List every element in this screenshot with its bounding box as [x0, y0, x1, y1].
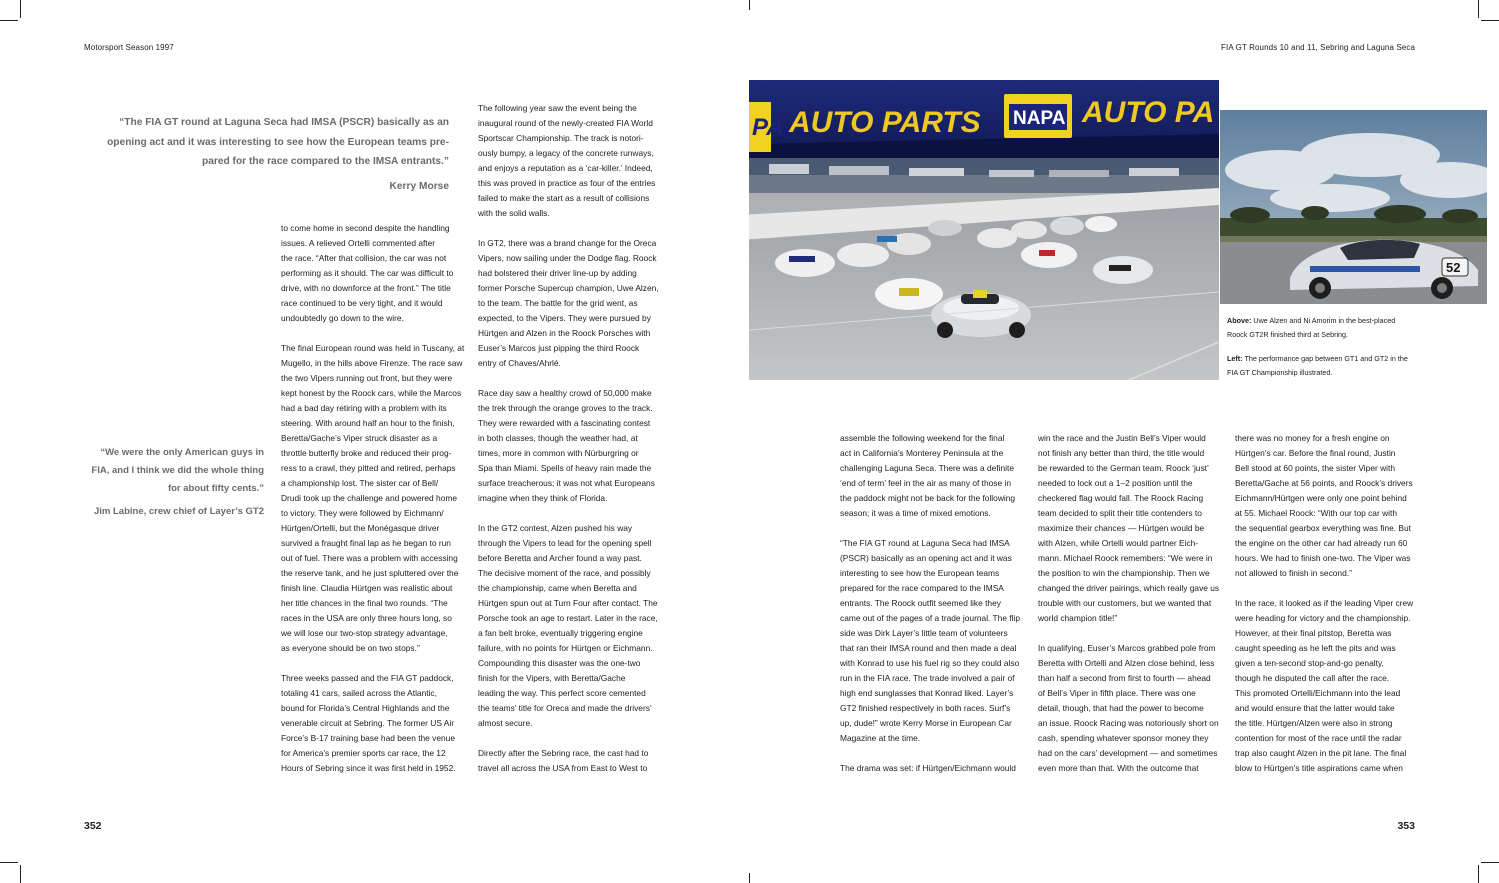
- paragraph: there was no money for a fresh engine on Hürtgen’s car. Before the final round, Justin Bell stood at 60 points, the sister Viper with Beretta/Gache at 56 points, and Roock’s drivers Eichmann/Hürtgen were only one point behind at 55. Michael Roock: “With our top car with the sequential gearbox everything was fine. But the engine on the other car had already run 60 hours. We had to finish one-two. The Viper was not allowed to finish in second.”: [1235, 433, 1413, 578]
- paragraph: win the race and the Justin Bell’s Viper would not finish any better than third, the title would be rewarded to the German team. Roock ‘just’ needed to lock out a 1–2 position until the checkered flag would fall. The Roock Racing team decided to split their title contenders to maximize their chances — Hürtgen would be with Alzen, while Ortelli would partner Eich- mann. Michael Roock remembers: “We were in the position to win the championship. Then we changed the driver pairings, which really gave us trouble with our customers, but we wanted that world champion title!”: [1038, 433, 1220, 623]
- crop-mark: [1478, 0, 1479, 18]
- caption-text: Uwe Alzen and Ni Amorim in the best-placed Roock GT2R finished third at Sebring.: [1227, 316, 1396, 339]
- crop-mark: [20, 0, 21, 18]
- pull-quote-attribution: Kerry Morse: [389, 180, 449, 192]
- race-start-photo-illustration: [749, 80, 1219, 380]
- banner-text: AUTO PA: [1082, 96, 1215, 129]
- pull-quote-text: “We were the only American guys in FIA, and I think we did the whole thing for about fifty cents.”: [91, 447, 264, 494]
- crop-mark: [20, 865, 21, 883]
- banner-text: PA: [752, 114, 784, 141]
- paragraph: assemble the following weekend for the final act in California’s Monterey Peninsula at the challenging Laguna Seca. There was a definite ‘end of term’ feel in the air as many of those in the paddock might not be back for the following season; it was a time of mixed emotions.: [840, 433, 1016, 518]
- page-number-left: 352: [84, 820, 102, 832]
- paragraph: to come home in second despite the handling issues. A relieved Ortelli commented after the race. “After that collision, the car was not performing as it should. The car was difficult to drive, with no downforce at the front.” The title race continued to be very tight, and it would undoubtedly go down to the wire.: [281, 223, 454, 323]
- running-head-right: FIA GT Rounds 10 and 11, Sebring and Laguna Seca: [1221, 43, 1415, 52]
- paragraph: In qualifying, Euser’s Marcos grabbed pole from Beretta with Ortelli and Alzen close behind, less than half a second from first to fourth — ahead of Bell’s Viper in fifth place. There was one detail, though, that had the power to become an issue. Roock Racing was notoriously short on cash, spending whatever sponsor money they had on the cars’ development — and sometimes even more than that. With the outcome that: [1038, 643, 1219, 773]
- paragraph: Directly after the Sebring race, the cast had to travel all across the USA from East to West to: [478, 748, 649, 773]
- text-column: [1235, 431, 1427, 776]
- crop-mark: [1478, 865, 1479, 883]
- paragraph: Three weeks passed and the FIA GT paddock, totaling 41 cars, sailed across the Atlantic, bound for Florida’s Central Highlands and the venerable circuit at Sebring. The former US Air Force’s B-17 training base had been the venue for America’s premier sports car race, the 12 Hours of Sebring since it was first held in 1952.: [281, 673, 456, 773]
- crop-mark: [0, 20, 18, 21]
- banner-text: NAPA: [1013, 108, 1066, 129]
- pull-quote-jim-labine: [70, 444, 264, 521]
- porsche-gt2-photo: [1220, 110, 1487, 304]
- paragraph: In the race, it looked as if the leading Viper crew were heading for victory and the championship. However, at their final pitstop, Beretta was caught speeding as he left the pits and was given a ten-second stop-and-go penalty, though he disputed the call after the race. This promoted Ortelli/Eichmann into the lead and would ensure that the latter would take the title. Hürtgen/Alzen were also in strong contention for most of the race until the radar trap also caught Alzen in the pit lane. The final blow to Hürtgen’s title aspirations came when: [1235, 598, 1414, 773]
- race-start-photo: [749, 80, 1219, 380]
- porsche-gt2-photo-illustration: [1220, 110, 1487, 304]
- caption-label: Left:: [1227, 354, 1243, 363]
- paragraph: The final European round was held in Tuscany, at Mugello, in the hills above Firenze. The race saw the two Vipers running out front, but they were kept honest by the Roock cars, while the Marcos had a bad day retiring with a problem with its steering. With around half an hour to the finish, Beretta/Gache’s Viper struck disaster as a throttle butterfly broke and reduced their prog- ress to a crawl, they pitted and retired, perhaps a championship lost. The sister car of Bell/ Drudi took up the challenge and powered home to victory. They were followed by Eichmann/ Hürtgen/Ortelli, but the Monégasque driver survived a fraught final lap as he began to run out of fuel. There was a problem with accessing the reserve tank, and he just spluttered over the finish line. Claudia Hürtgen was realistic about her title chances in the final two rounds. “The races in the USA are only three hours long, so we will lose our two-stop strategy advantage, as everyone should be on two stops.”: [281, 343, 465, 653]
- pull-quote-kerry-morse: [100, 113, 449, 196]
- text-column: [840, 431, 1030, 776]
- car-number: 52: [1446, 260, 1461, 275]
- crop-mark: [0, 862, 18, 863]
- running-head-left: Motorsport Season 1997: [84, 43, 174, 52]
- banner-text: AUTO PARTS: [789, 106, 981, 139]
- text-column: [478, 101, 668, 776]
- photo-caption-left: [1227, 352, 1457, 379]
- text-column: [1038, 431, 1228, 776]
- crop-mark: [749, 0, 750, 10]
- photo-caption-above: [1227, 314, 1457, 341]
- crop-mark: [1481, 20, 1499, 21]
- caption-label: Above:: [1227, 316, 1252, 325]
- paragraph: Race day saw a healthy crowd of 50,000 make the trek through the orange groves to the track. They were rewarded with a fascinating contest in both classes, though the weather had, at times, more in common with Nürburgring or Spa than Miami. Spells of heavy rain made the surface treacherous; it was not what Europeans imagine when they think of Florida.: [478, 388, 655, 503]
- pull-quote-text: “The FIA GT round at Laguna Seca had IMSA (PSCR) basically as an opening act and it was interesting to see how the European teams pre- pared for the race compared to the IMSA entrants.”: [107, 117, 449, 167]
- page-number-right: 353: [1397, 820, 1415, 832]
- paragraph: The following year saw the event being the inaugural round of the newly-created FIA World Sportscar Championship. The track is notori- ously bumpy, a legacy of the concrete runways, and enjoys a reputation as a ‘car-killer.’ Indeed, this was proved in practice as four of the entries failed to make the start as a result of collisions with the solid walls.: [478, 103, 656, 218]
- text-column: [281, 221, 469, 776]
- paragraph: In the GT2 contest, Alzen pushed his way through the Vipers to lead for the opening spell before Beretta and Archer found a way past. The decisive moment of the race, and possibly the championship, came when Beretta and Hürtgen spun out at Turn Four after contact. The Porsche took an age to restart. Later in the race, a fan belt broke, eventually triggering engine failure, with no points for Hürtgen or Eichmann. Compounding this disaster was the one-two finish for the Vipers, with Beretta/Gache leading the way. This perfect score cemented the teams’ title for Oreca and made the drivers’ almost secure.: [478, 523, 658, 728]
- crop-mark: [749, 873, 750, 883]
- paragraph: “The FIA GT round at Laguna Seca had IMSA (PSCR) basically as an opening act and it was interesting to see how the European teams prepared for the race compared to the IMSA entrants. The Roock outfit seemed like they came out of the pages of a trade journal. The flip side was Dirk Layer’s little team of volunteers that ran their IMSA round and then made a deal with Konrad to use his fuel rig so they could also run in the FIA race. The trade involved a pair of high end sunglasses that Konrad liked. Layer’s GT2 finished respectively in both races. Surf’s up, dude!” wrote Kerry Morse in European Car Magazine at the time.: [840, 538, 1021, 743]
- pull-quote-attribution: Jim Labine, crew chief of Layer’s GT2: [93, 506, 264, 517]
- caption-text: The performance gap between GT1 and GT2 in the FIA GT Championship illustrated.: [1227, 354, 1408, 377]
- paragraph: In GT2, there was a brand change for the Oreca Vipers, now sailing under the Dodge flag. Roock had bolstered their driver line-up by adding former Porsche Supercup champion, Uwe Alzen, to the team. The battle for the grid went, as expected, to the Vipers. They were pursued by Hürtgen and Alzen in the Roock Porsches with Euser’s Marcos just pipping the third Roock entry of Chaves/Ahrlé.: [478, 238, 659, 368]
- paragraph: The drama was set: if Hürtgen/Eichmann would: [840, 763, 1016, 773]
- crop-mark: [1481, 862, 1499, 863]
